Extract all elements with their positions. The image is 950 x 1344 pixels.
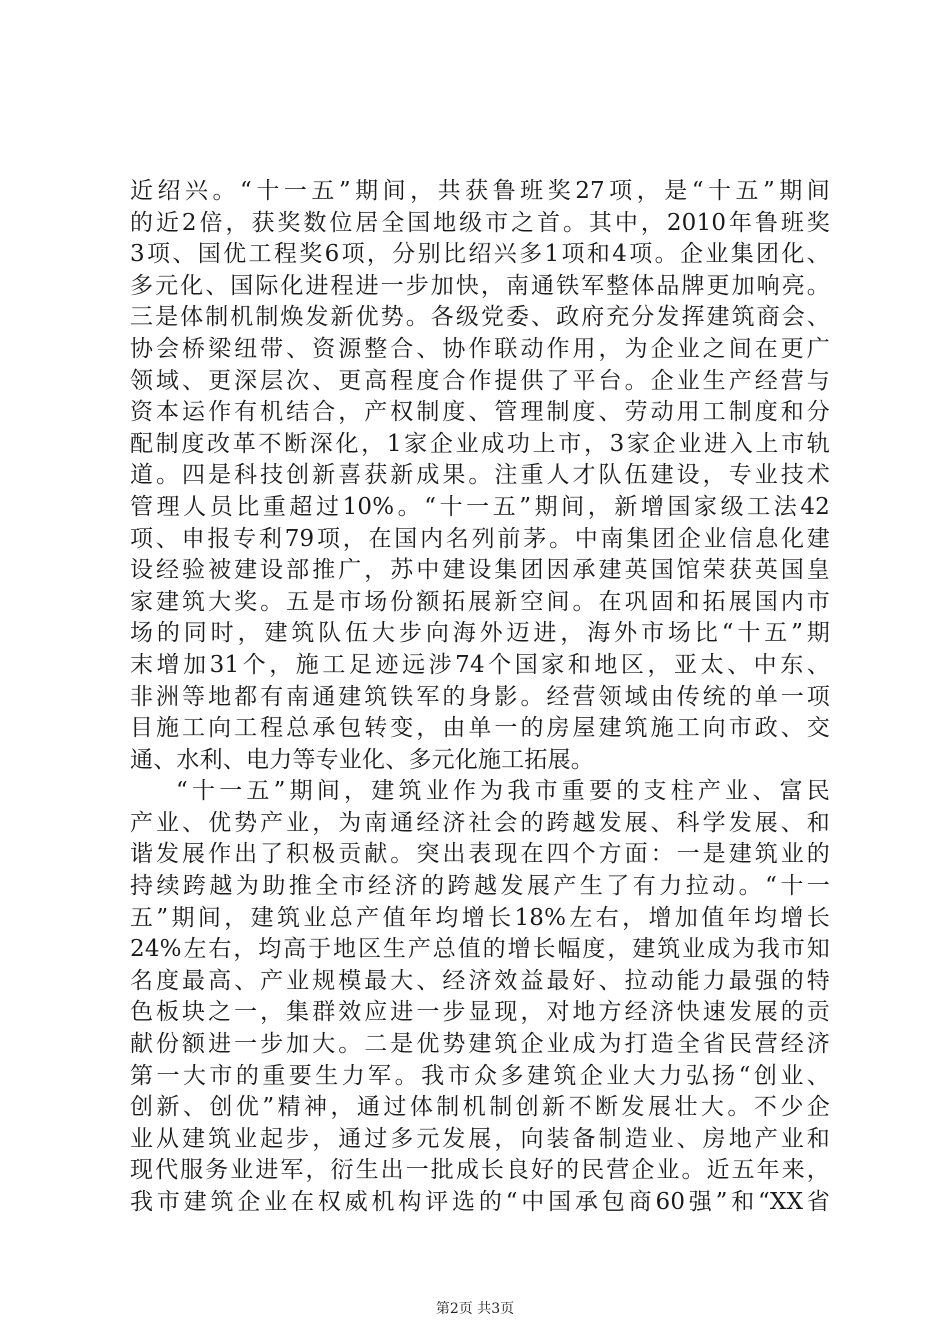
text-line: 道。四是科技创新喜获新成果。注重人才队伍建设，专业技术 xyxy=(130,462,830,489)
text-line: 第一大市的重要生力军。我市众多建筑企业大力弘扬“创业、 xyxy=(130,1062,830,1089)
paragraph-first-line: “十一五”期间，建筑业作为我市重要的支柱产业、富民 xyxy=(176,778,830,805)
text-line: 项、申报专利79项，在国内名列前茅。中南集团企业信息化建 xyxy=(130,525,830,552)
text-line: 末增加31个，施工足迹远涉74个国家和地区，亚太、中东、 xyxy=(130,651,830,678)
text-line: 3项、国优工程奖6项，分别比绍兴多1项和4项。企业集团化、 xyxy=(130,241,830,268)
text-line: 领域、更深层次、更高程度合作提供了平台。企业生产经营与 xyxy=(130,367,830,394)
text-line: 的近2倍，获奖数位居全国地级市之首。其中，2010年鲁班奖 xyxy=(130,209,830,236)
body-text xyxy=(130,176,830,1219)
text-line: 五”期间，建筑业总产值年均增长18%左右，增加值年均增长 xyxy=(130,904,830,931)
text-line: 现代服务业进军，衍生出一批成长良好的民营企业。近五年来， xyxy=(130,1157,830,1184)
text-line: 多元化、国际化进程进一步加快，南通铁军整体品牌更加响亮。 xyxy=(130,272,830,299)
text-line: 通、水利、电力等专业化、多元化施工拓展。 xyxy=(130,746,594,773)
text-line: 配制度改革不断深化，1家企业成功上市，3家企业进入上市轨 xyxy=(130,430,830,457)
text-line: 业从建筑业起步，通过多元发展，向装备制造业、房地产业和 xyxy=(130,1125,830,1152)
text-line: 24%左右，均高于地区生产总值的增长幅度，建筑业成为我市知 xyxy=(130,936,830,963)
text-line: 产业、优势产业，为南通经济社会的跨越发展、科学发展、和 xyxy=(130,809,830,836)
text-line: 创新、创优”精神，通过体制机制创新不断发展壮大。不少企 xyxy=(130,1094,830,1121)
text-line: 管理人员比重超过10%。“十一五”期间，新增国家级工法42 xyxy=(130,493,830,520)
text-line: 非洲等地都有南通建筑铁军的身影。经营领域由传统的单一项 xyxy=(130,683,830,710)
text-line: 献份额进一步加大。二是优势建筑企业成为打造全省民营经济 xyxy=(130,1031,830,1058)
text-line: 谐发展作出了积极贡献。突出表现在四个方面：一是建筑业的 xyxy=(130,841,830,868)
text-line: 场的同时，建筑队伍大步向海外迈进，海外市场比“十五”期 xyxy=(130,620,830,647)
text-line: 我市建筑企业在权威机构评选的“中国承包商60强”和“XX省 xyxy=(130,1189,830,1215)
page-footer: 第2页 共3页 xyxy=(435,1301,515,1317)
text-line: 三是体制机制焕发新优势。各级党委、政府充分发挥建筑商会、 xyxy=(130,304,830,331)
text-line: 设经验被建设部推广，苏中建设集团因承建英国馆荣获英国皇 xyxy=(130,557,830,584)
text-line: 色板块之一，集群效应进一步显现，对地方经济快速发展的贡 xyxy=(130,999,830,1026)
text-line: 持续跨越为助推全市经济的跨越发展产生了有力拉动。“十一 xyxy=(130,873,830,900)
text-line: 近绍兴。“十一五”期间，共获鲁班奖27项，是“十五”期间 xyxy=(130,178,830,204)
text-line: 资本运作有机结合，产权制度、管理制度、劳动用工制度和分 xyxy=(130,399,830,426)
text-line: 家建筑大奖。五是市场份额拓展新空间。在巩固和拓展国内市 xyxy=(130,588,830,615)
text-line: 协会桥梁纽带、资源整合、协作联动作用，为企业之间在更广 xyxy=(130,335,830,362)
text-line: 名度最高、产业规模最大、经济效益最好、拉动能力最强的特 xyxy=(130,967,830,994)
text-line: 目施工向工程总承包转变，由单一的房屋建筑施工向市政、交 xyxy=(130,715,830,742)
